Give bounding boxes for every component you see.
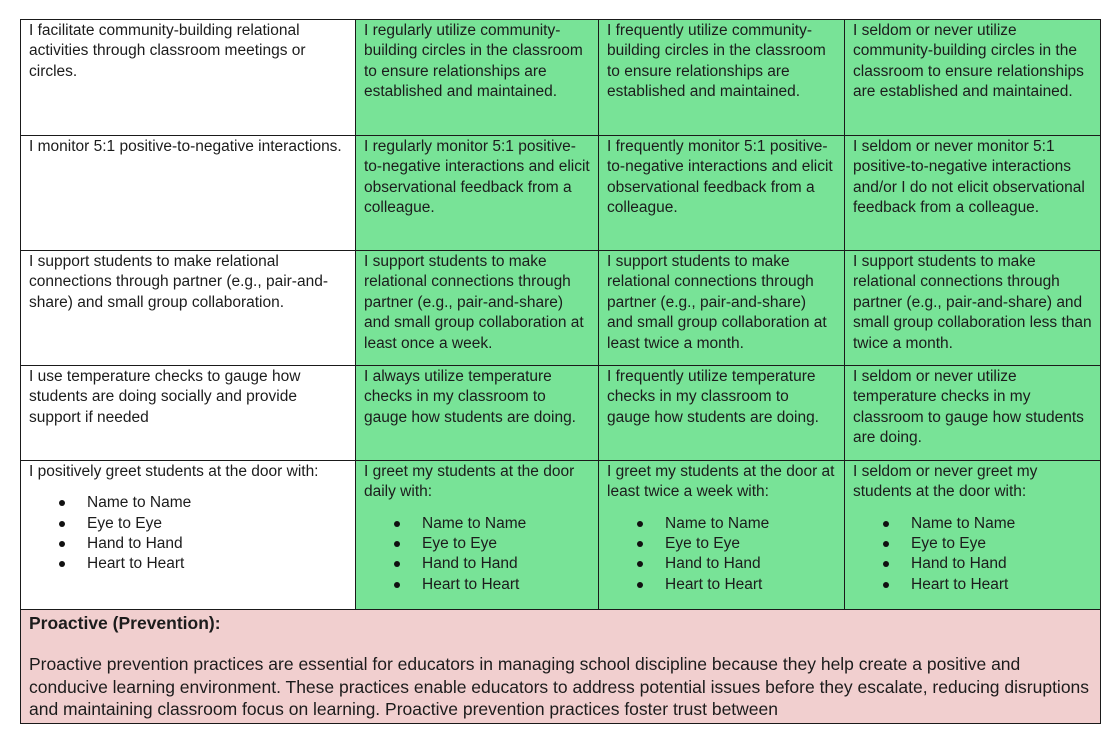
level-frequent-cell: I frequently monitor 5:1 positive-to-negative interactions and elicit observational feedback from a colleague. [599,136,845,251]
list-item: Eye to Eye [29,514,347,534]
level-regular-cell [356,461,599,610]
table-row [21,461,1101,610]
level-seldom-cell: I seldom or never utilize community-building circles in the classroom to ensure relationships are established and maintained. [845,20,1101,136]
practice-cell [21,461,356,610]
list-item: Hand to Hand [364,554,590,574]
practice-text: I positively greet students at the door with: [29,463,319,480]
list-item: Name to Name [607,514,836,534]
section-row [21,610,1101,724]
list-item: Heart to Heart [607,575,836,595]
table-row [21,20,1101,136]
practice-cell: I use temperature checks to gauge how students are doing socially and provide support if needed [21,366,356,461]
level-seldom-cell: I seldom or never utilize temperature checks in my classroom to gauge how students are doing. [845,366,1101,461]
greeting-list [29,493,347,574]
practice-cell: I support students to make relational connections through partner (e.g., pair-and-share) and small group collaboration. [21,251,356,366]
practice-cell: I facilitate community-building relational activities through classroom meetings or circles. [21,20,356,136]
greeting-list [853,514,1092,595]
level-frequent-cell [599,461,845,610]
level-regular-cell: I regularly utilize community-building circles in the classroom to ensure relationships are established and maintained. [356,20,599,136]
level-text: I greet my students at the door daily with: [364,463,575,501]
rubric-table [20,19,1101,724]
list-item: Heart to Heart [29,554,347,574]
list-item: Hand to Hand [853,554,1092,574]
greeting-list [364,514,590,595]
list-item: Hand to Hand [29,534,347,554]
table-row [21,251,1101,366]
level-regular-cell: I regularly monitor 5:1 positive-to-negative interactions and elicit observational feedback from a colleague. [356,136,599,251]
level-regular-cell: I always utilize temperature checks in my classroom to gauge how students are doing. [356,366,599,461]
list-item: Hand to Hand [607,554,836,574]
level-regular-cell: I support students to make relational connections through partner (e.g., pair-and-share) and small group collaboration at least once a week. [356,251,599,366]
table-row [21,136,1101,251]
list-item: Eye to Eye [364,534,590,554]
level-frequent-cell: I support students to make relational connections through partner (e.g., pair-and-share) and small group collaboration at least twice a month. [599,251,845,366]
level-text: I greet my students at the door at least twice a week with: [607,463,835,501]
practice-cell: I monitor 5:1 positive-to-negative interactions. [21,136,356,251]
list-item: Name to Name [29,493,347,513]
level-frequent-cell: I frequently utilize temperature checks in my classroom to gauge how students are doing. [599,366,845,461]
list-item: Eye to Eye [853,534,1092,554]
level-seldom-cell [845,461,1101,610]
section-body: Proactive prevention practices are essential for educators in managing school discipline because they help create a positive and conducive learning environment. These practices enable educators to address potential issues before they escalate, reducing disruptions and maintaining classroom focus on learning. Proactive prevention practices foster trust between [29,654,1090,720]
section-cell [21,610,1101,724]
section-title: Proactive (Prevention): [29,613,221,633]
list-item: Name to Name [364,514,590,534]
greeting-list [607,514,836,595]
table-row [21,366,1101,461]
level-text: I seldom or never greet my students at the door with: [853,463,1038,501]
level-seldom-cell: I seldom or never monitor 5:1 positive-to-negative interactions and/or I do not elicit observational feedback from a colleague. [845,136,1101,251]
level-frequent-cell: I frequently utilize community-building circles in the classroom to ensure relationships are established and maintained. [599,20,845,136]
level-seldom-cell: I support students to make relational connections through partner (e.g., pair-and-share) and small group collaboration less than twice a month. [845,251,1101,366]
list-item: Heart to Heart [364,575,590,595]
list-item: Eye to Eye [607,534,836,554]
list-item: Name to Name [853,514,1092,534]
list-item: Heart to Heart [853,575,1092,595]
